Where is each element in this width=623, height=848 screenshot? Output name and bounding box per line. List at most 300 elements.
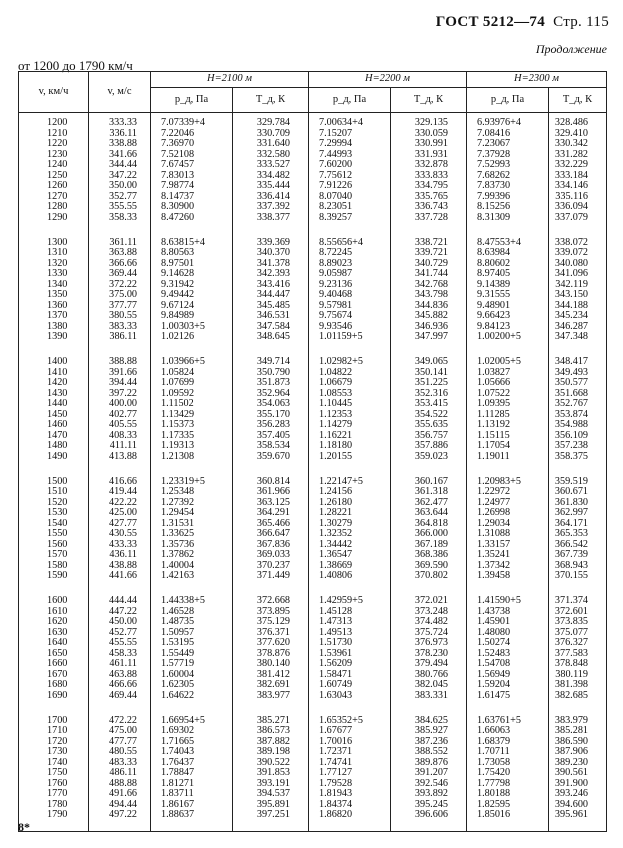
table-cell: 341.66 xyxy=(89,150,151,161)
table-cell: 1550 xyxy=(19,529,89,540)
table-row xyxy=(19,399,607,410)
table-cell: 413.88 xyxy=(89,452,151,463)
table-cell: 367.836 xyxy=(233,540,309,551)
table-cell: 488.88 xyxy=(89,779,151,790)
table-cell: 1350 xyxy=(19,290,89,301)
table-cell: 341.096 xyxy=(549,269,607,280)
table-cell: 1670 xyxy=(19,670,89,681)
table-cell: 436.11 xyxy=(89,550,151,561)
table-row xyxy=(19,420,607,431)
table-cell: 376.973 xyxy=(391,638,467,649)
table-row xyxy=(19,607,607,618)
table-cell: 339.072 xyxy=(549,248,607,259)
table-cell: 1.01159+5 xyxy=(309,332,391,343)
table-cell: 1.63043 xyxy=(309,691,391,702)
table-cell: 358.33 xyxy=(89,213,151,224)
table-cell: 340.370 xyxy=(233,248,309,259)
spacer-cell xyxy=(151,701,233,716)
col-speed-ms: v, м/с xyxy=(89,72,151,113)
table-cell: 1.70016 xyxy=(309,737,391,748)
table-cell: 7.67457 xyxy=(151,160,233,171)
table-cell: 1.42163 xyxy=(151,571,233,582)
table-cell: 9.67124 xyxy=(151,301,233,312)
table-cell: 361.830 xyxy=(549,498,607,509)
table-cell: 369.44 xyxy=(89,269,151,280)
table-cell: 388.88 xyxy=(89,357,151,368)
spacer-cell xyxy=(467,582,549,597)
table-cell: 1590 xyxy=(19,571,89,582)
table-cell: 7.98774 xyxy=(151,181,233,192)
table-cell: 359.670 xyxy=(233,452,309,463)
table-cell: 391.900 xyxy=(549,779,607,790)
table-cell: 1.20983+5 xyxy=(467,477,549,488)
table-cell: 1.32352 xyxy=(309,529,391,540)
table-cell: 1260 xyxy=(19,181,89,192)
table-cell: 366.66 xyxy=(89,259,151,270)
table-cell: 380.119 xyxy=(549,670,607,681)
table-cell: 427.77 xyxy=(89,519,151,530)
table-cell: 1.14279 xyxy=(309,420,391,431)
table-cell: 372.601 xyxy=(549,607,607,618)
table-cell: 1570 xyxy=(19,550,89,561)
table-row xyxy=(19,368,607,379)
table-cell: 1370 xyxy=(19,311,89,322)
table-cell: 1.30279 xyxy=(309,519,391,530)
table-cell: 7.99396 xyxy=(467,192,549,203)
table-cell: 364.291 xyxy=(233,508,309,519)
table-row xyxy=(19,789,607,800)
table-cell: 1.29454 xyxy=(151,508,233,519)
table-row xyxy=(19,410,607,421)
table-cell: 1.06679 xyxy=(309,378,391,389)
table-cell: 9.05987 xyxy=(309,269,391,280)
table-cell: 8.23051 xyxy=(309,202,391,213)
table-row xyxy=(19,691,607,702)
table-cell: 338.721 xyxy=(391,238,467,249)
spacer-cell xyxy=(233,821,309,832)
table-cell: 1520 xyxy=(19,498,89,509)
table-cell: 7.00634+4 xyxy=(309,113,391,129)
table-cell: 358.534 xyxy=(233,441,309,452)
table-cell: 7.22046 xyxy=(151,129,233,140)
table-cell: 1750 xyxy=(19,768,89,779)
table-row xyxy=(19,810,607,821)
table-row xyxy=(19,726,607,737)
table-row xyxy=(19,259,607,270)
table-cell: 373.835 xyxy=(549,617,607,628)
table-cell: 447.22 xyxy=(89,607,151,618)
table-cell: 1360 xyxy=(19,301,89,312)
table-cell: 349.065 xyxy=(391,357,467,368)
table-cell: 1.20155 xyxy=(309,452,391,463)
table-cell: 1.21308 xyxy=(151,452,233,463)
table-cell: 1510 xyxy=(19,487,89,498)
table-cell: 1500 xyxy=(19,477,89,488)
table-cell: 364.171 xyxy=(549,519,607,530)
table-cell: 1420 xyxy=(19,378,89,389)
spacer-cell xyxy=(549,223,607,238)
table-cell: 329.135 xyxy=(391,113,467,129)
table-cell: 340.080 xyxy=(549,259,607,270)
table-cell: 385.927 xyxy=(391,726,467,737)
table-cell: 332.878 xyxy=(391,160,467,171)
table-cell: 1.45128 xyxy=(309,607,391,618)
table-cell: 333.184 xyxy=(549,171,607,182)
table-cell: 1.69302 xyxy=(151,726,233,737)
table-cell: 374.482 xyxy=(391,617,467,628)
table-row xyxy=(19,508,607,519)
continuation-label: Продолжение xyxy=(535,42,607,56)
table-cell: 419.44 xyxy=(89,487,151,498)
table-cell: 387.906 xyxy=(549,747,607,758)
table-cell: 1.77798 xyxy=(467,779,549,790)
table-cell: 1.03827 xyxy=(467,368,549,379)
table-cell: 390.561 xyxy=(549,768,607,779)
table-cell: 1.72371 xyxy=(309,747,391,758)
table-cell: 347.997 xyxy=(391,332,467,343)
table-cell: 441.66 xyxy=(89,571,151,582)
table-row xyxy=(19,113,607,129)
col-temperature: T_д, К xyxy=(391,88,467,113)
table-cell: 383.331 xyxy=(391,691,467,702)
table-cell: 1.23319+5 xyxy=(151,477,233,488)
table-cell: 1.12353 xyxy=(309,410,391,421)
group-spacer xyxy=(19,343,607,358)
table-cell: 1.35241 xyxy=(467,550,549,561)
table-cell: 486.11 xyxy=(89,768,151,779)
table-row xyxy=(19,290,607,301)
spacer-cell xyxy=(233,223,309,238)
spacer-cell xyxy=(89,223,151,238)
spacer-cell xyxy=(549,462,607,477)
spacer-cell xyxy=(391,821,467,832)
table-cell: 1.17335 xyxy=(151,431,233,442)
table-cell: 7.23067 xyxy=(467,139,549,150)
table-cell: 1.40004 xyxy=(151,561,233,572)
table-cell: 334.146 xyxy=(549,181,607,192)
table-cell: 377.620 xyxy=(233,638,309,649)
table-cell: 1.17054 xyxy=(467,441,549,452)
table-cell: 356.757 xyxy=(391,431,467,442)
table-cell: 331.931 xyxy=(391,150,467,161)
spacer-cell xyxy=(151,343,233,358)
table-cell: 1680 xyxy=(19,680,89,691)
table-cell: 389.230 xyxy=(549,758,607,769)
table-cell: 381.412 xyxy=(233,670,309,681)
table-cell: 336.11 xyxy=(89,129,151,140)
table-cell: 1.24156 xyxy=(309,487,391,498)
table-cell: 1.56949 xyxy=(467,670,549,681)
group-spacer xyxy=(19,462,607,477)
table-cell: 352.767 xyxy=(549,399,607,410)
table-cell: 375.00 xyxy=(89,290,151,301)
table-cell: 1.74741 xyxy=(309,758,391,769)
table-row xyxy=(19,487,607,498)
table-cell: 361.966 xyxy=(233,487,309,498)
table-cell: 341.378 xyxy=(233,259,309,270)
table-cell: 8.89023 xyxy=(309,259,391,270)
table-cell: 1280 xyxy=(19,202,89,213)
table-cell: 328.486 xyxy=(549,113,607,129)
table-cell: 349.714 xyxy=(233,357,309,368)
table-cell: 1.62305 xyxy=(151,680,233,691)
table-cell: 1.48735 xyxy=(151,617,233,628)
table-cell: 1.09395 xyxy=(467,399,549,410)
col-altitude-2100: H=2100 м xyxy=(151,72,309,88)
table-cell: 1.26180 xyxy=(309,498,391,509)
table-cell: 360.167 xyxy=(391,477,467,488)
table-cell: 455.55 xyxy=(89,638,151,649)
col-pressure: p_д, Па xyxy=(309,88,391,113)
table-cell: 1270 xyxy=(19,192,89,203)
table-cell: 336.414 xyxy=(233,192,309,203)
col-temperature: T_д, К xyxy=(549,88,607,113)
spacer-cell xyxy=(233,462,309,477)
table-cell: 1.44338+5 xyxy=(151,596,233,607)
table-cell: 376.371 xyxy=(233,628,309,639)
table-cell: 7.83013 xyxy=(151,171,233,182)
table-cell: 1290 xyxy=(19,213,89,224)
table-cell: 1530 xyxy=(19,508,89,519)
spacer-cell xyxy=(549,821,607,832)
table-cell: 360.814 xyxy=(233,477,309,488)
table-cell: 8.63984 xyxy=(467,248,549,259)
table-cell: 335.116 xyxy=(549,192,607,203)
table-cell: 357.238 xyxy=(549,441,607,452)
table-cell: 350.00 xyxy=(89,181,151,192)
table-cell: 355.635 xyxy=(391,420,467,431)
table-cell: 1410 xyxy=(19,368,89,379)
table-row xyxy=(19,160,607,171)
table-cell: 1450 xyxy=(19,410,89,421)
table-cell: 360.671 xyxy=(549,487,607,498)
table-cell: 369.590 xyxy=(391,561,467,572)
table-row xyxy=(19,129,607,140)
table-row xyxy=(19,561,607,572)
table-cell: 1.65352+5 xyxy=(309,716,391,727)
table-cell: 378.230 xyxy=(391,649,467,660)
table-cell: 1.58471 xyxy=(309,670,391,681)
table-cell: 329.410 xyxy=(549,129,607,140)
table-cell: 332.580 xyxy=(233,150,309,161)
table-cell: 1.24977 xyxy=(467,498,549,509)
table-cell: 1.86820 xyxy=(309,810,391,821)
table-cell: 1.88637 xyxy=(151,810,233,821)
table-cell: 458.33 xyxy=(89,649,151,660)
spacer-cell xyxy=(391,582,467,597)
table-cell: 1.15373 xyxy=(151,420,233,431)
table-cell: 338.88 xyxy=(89,139,151,150)
table-cell: 359.519 xyxy=(549,477,607,488)
spacer-cell xyxy=(549,343,607,358)
table-cell: 388.552 xyxy=(391,747,467,758)
table-cell: 1.25348 xyxy=(151,487,233,498)
table-cell: 1460 xyxy=(19,420,89,431)
table-cell: 329.784 xyxy=(233,113,309,129)
table-cell: 1.28221 xyxy=(309,508,391,519)
table-cell: 402.77 xyxy=(89,410,151,421)
spacer-cell xyxy=(19,701,89,716)
table-cell: 1.05666 xyxy=(467,378,549,389)
table-cell: 7.83730 xyxy=(467,181,549,192)
table-cell: 9.31555 xyxy=(467,290,549,301)
table-cell: 1640 xyxy=(19,638,89,649)
table-cell: 472.22 xyxy=(89,716,151,727)
table-row xyxy=(19,150,607,161)
table-cell: 1.34442 xyxy=(309,540,391,551)
spacer-cell xyxy=(391,343,467,358)
table-cell: 1660 xyxy=(19,659,89,670)
table-row xyxy=(19,540,607,551)
table-cell: 1490 xyxy=(19,452,89,463)
table-cell: 7.75612 xyxy=(309,171,391,182)
table-cell: 1700 xyxy=(19,716,89,727)
group-spacer xyxy=(19,582,607,597)
table-cell: 8.63815+4 xyxy=(151,238,233,249)
spacer-cell xyxy=(89,582,151,597)
table-cell: 341.744 xyxy=(391,269,467,280)
table-cell: 1.41590+5 xyxy=(467,596,549,607)
table-cell: 335.765 xyxy=(391,192,467,203)
table-cell: 1730 xyxy=(19,747,89,758)
spacer-cell xyxy=(19,223,89,238)
table-cell: 1690 xyxy=(19,691,89,702)
table-cell: 1.49513 xyxy=(309,628,391,639)
table-row xyxy=(19,519,607,530)
table-cell: 1560 xyxy=(19,540,89,551)
table-cell: 1470 xyxy=(19,431,89,442)
table-cell: 356.283 xyxy=(233,420,309,431)
table-cell: 336.743 xyxy=(391,202,467,213)
table-row xyxy=(19,758,607,769)
table-cell: 1220 xyxy=(19,139,89,150)
table-cell: 1.02005+5 xyxy=(467,357,549,368)
table-cell: 342.768 xyxy=(391,280,467,291)
table-cell: 1.47313 xyxy=(309,617,391,628)
table-cell: 1.13429 xyxy=(151,410,233,421)
table-cell: 343.416 xyxy=(233,280,309,291)
table-cell: 364.818 xyxy=(391,519,467,530)
table-cell: 9.57981 xyxy=(309,301,391,312)
table-cell: 1320 xyxy=(19,259,89,270)
page-header xyxy=(436,14,609,31)
table-cell: 373.895 xyxy=(233,607,309,618)
table-cell: 1580 xyxy=(19,561,89,572)
table-row xyxy=(19,670,607,681)
table-cell: 330.342 xyxy=(549,139,607,150)
spacer-cell xyxy=(19,462,89,477)
table-cell: 350.577 xyxy=(549,378,607,389)
table-cell: 395.961 xyxy=(549,810,607,821)
table-cell: 354.063 xyxy=(233,399,309,410)
spacer-cell xyxy=(89,821,151,832)
table-cell: 1540 xyxy=(19,519,89,530)
table-cell: 377.77 xyxy=(89,301,151,312)
table-cell: 1.02126 xyxy=(151,332,233,343)
table-cell: 466.66 xyxy=(89,680,151,691)
table-cell: 354.522 xyxy=(391,410,467,421)
table-cell: 1630 xyxy=(19,628,89,639)
table-cell: 338.377 xyxy=(233,213,309,224)
standard-code: ГОСТ 5212—74 xyxy=(435,14,545,30)
table-cell: 9.31942 xyxy=(151,280,233,291)
spacer-cell xyxy=(467,343,549,358)
table-cell: 333.833 xyxy=(391,171,467,182)
table-cell: 370.802 xyxy=(391,571,467,582)
table-cell: 344.836 xyxy=(391,301,467,312)
table-cell: 384.625 xyxy=(391,716,467,727)
table-cell: 345.882 xyxy=(391,311,467,322)
table-cell: 8.97501 xyxy=(151,259,233,270)
table-cell: 1310 xyxy=(19,248,89,259)
table-cell: 7.68262 xyxy=(467,171,549,182)
table-cell: 1.77127 xyxy=(309,768,391,779)
table-cell: 361.11 xyxy=(89,238,151,249)
table-row xyxy=(19,378,607,389)
table-cell: 411.11 xyxy=(89,441,151,452)
table-cell: 348.645 xyxy=(233,332,309,343)
table-cell: 379.494 xyxy=(391,659,467,670)
table-cell: 1.03966+5 xyxy=(151,357,233,368)
table-cell: 1.45901 xyxy=(467,617,549,628)
table-cell: 350.141 xyxy=(391,368,467,379)
table-cell: 367.739 xyxy=(549,550,607,561)
col-pressure: p_д, Па xyxy=(467,88,549,113)
table-cell: 1.75420 xyxy=(467,768,549,779)
table-cell: 387.882 xyxy=(233,737,309,748)
table-cell: 1.18180 xyxy=(309,441,391,452)
table-cell: 352.316 xyxy=(391,389,467,400)
table-row xyxy=(19,498,607,509)
spacer-cell xyxy=(467,701,549,716)
table-cell: 1.37862 xyxy=(151,550,233,561)
table-cell: 380.766 xyxy=(391,670,467,681)
table-cell: 343.150 xyxy=(549,290,607,301)
table-cell: 1790 xyxy=(19,810,89,821)
table-cell: 383.977 xyxy=(233,691,309,702)
table-cell: 344.44 xyxy=(89,160,151,171)
table-cell: 8.55656+4 xyxy=(309,238,391,249)
group-spacer xyxy=(19,701,607,716)
table-cell: 330.991 xyxy=(391,139,467,150)
table-cell: 1.46528 xyxy=(151,607,233,618)
table-cell: 373.248 xyxy=(391,607,467,618)
table-cell: 1.31531 xyxy=(151,519,233,530)
table-cell: 382.045 xyxy=(391,680,467,691)
table-cell: 332.229 xyxy=(549,160,607,171)
table-cell: 1.53961 xyxy=(309,649,391,660)
table-cell: 387.236 xyxy=(391,737,467,748)
spacer-cell xyxy=(89,462,151,477)
table-cell: 378.876 xyxy=(233,649,309,660)
table-cell: 375.077 xyxy=(549,628,607,639)
table-cell: 355.55 xyxy=(89,202,151,213)
table-cell: 1480 xyxy=(19,441,89,452)
spacer-cell xyxy=(391,701,467,716)
table-cell: 1.78847 xyxy=(151,768,233,779)
table-cell: 7.91226 xyxy=(309,181,391,192)
table-cell: 1.67677 xyxy=(309,726,391,737)
table-cell: 337.392 xyxy=(233,202,309,213)
table-cell: 1.36547 xyxy=(309,550,391,561)
col-pressure: p_д, Па xyxy=(151,88,233,113)
table-cell: 385.281 xyxy=(549,726,607,737)
spacer-cell xyxy=(309,582,391,597)
table-cell: 352.77 xyxy=(89,192,151,203)
table-cell: 1390 xyxy=(19,332,89,343)
table-cell: 368.943 xyxy=(549,561,607,572)
table-cell: 1.29034 xyxy=(467,519,549,530)
